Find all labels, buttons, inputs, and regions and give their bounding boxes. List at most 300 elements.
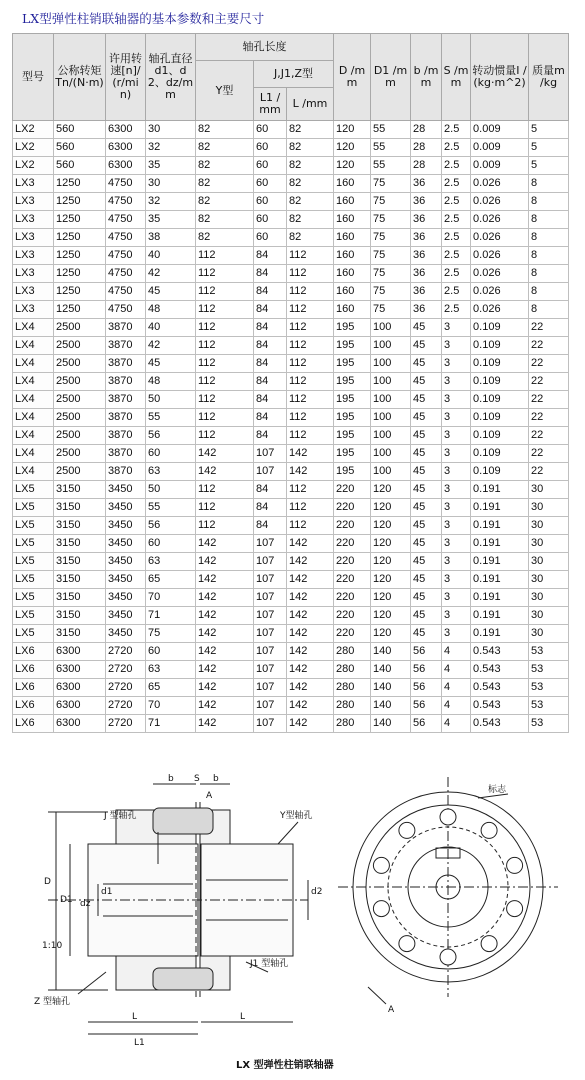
cell-model: LX2 bbox=[13, 121, 54, 139]
cell-model: LX4 bbox=[13, 319, 54, 337]
coupling-drawing bbox=[8, 772, 578, 1072]
table-row bbox=[13, 517, 569, 535]
table-row bbox=[13, 139, 569, 157]
table-cell: 100 bbox=[371, 427, 411, 445]
page-title: LX型弹性柱销联轴器的基本参数和主要尺寸 bbox=[22, 11, 265, 26]
table-row bbox=[13, 463, 569, 481]
table-cell: 3 bbox=[442, 553, 471, 571]
table-row bbox=[13, 715, 569, 733]
table-cell: 0.009 bbox=[471, 121, 529, 139]
table-cell: 112 bbox=[196, 319, 254, 337]
table-cell: 0.009 bbox=[471, 139, 529, 157]
table-cell: 0.543 bbox=[471, 661, 529, 679]
table-row bbox=[13, 301, 569, 319]
table-cell: 84 bbox=[254, 301, 287, 319]
table-cell: 120 bbox=[371, 625, 411, 643]
table-cell: 3 bbox=[442, 499, 471, 517]
table-cell: 112 bbox=[287, 517, 334, 535]
table-cell: 112 bbox=[287, 337, 334, 355]
table-cell: 142 bbox=[287, 697, 334, 715]
table-cell: 45 bbox=[411, 445, 442, 463]
table-cell: 3450 bbox=[106, 517, 146, 535]
table-cell: 0.191 bbox=[471, 589, 529, 607]
table-cell: 8 bbox=[529, 175, 569, 193]
table-cell: 50 bbox=[146, 481, 196, 499]
table-cell: 0.026 bbox=[471, 193, 529, 211]
table-cell: 36 bbox=[411, 211, 442, 229]
table-cell: 160 bbox=[334, 193, 371, 211]
table-cell: 1250 bbox=[54, 229, 106, 247]
table-cell: 100 bbox=[371, 409, 411, 427]
table-cell: 75 bbox=[371, 229, 411, 247]
table-cell: 70 bbox=[146, 589, 196, 607]
cell-model: LX5 bbox=[13, 517, 54, 535]
table-cell: 2.5 bbox=[442, 265, 471, 283]
table-cell: 1250 bbox=[54, 175, 106, 193]
table-cell: 195 bbox=[334, 337, 371, 355]
table-cell: 3 bbox=[442, 337, 471, 355]
table-cell: 0.191 bbox=[471, 625, 529, 643]
table-cell: 32 bbox=[146, 193, 196, 211]
table-cell: 56 bbox=[411, 715, 442, 733]
table-cell: 0.026 bbox=[471, 283, 529, 301]
table-cell: 1250 bbox=[54, 247, 106, 265]
table-cell: 32 bbox=[146, 139, 196, 157]
table-cell: 63 bbox=[146, 553, 196, 571]
table-cell: 55 bbox=[371, 121, 411, 139]
table-cell: 3 bbox=[442, 535, 471, 553]
table-cell: 142 bbox=[287, 607, 334, 625]
table-cell: 100 bbox=[371, 337, 411, 355]
table-cell: 45 bbox=[146, 283, 196, 301]
table-cell: 140 bbox=[371, 643, 411, 661]
table-cell: 2.5 bbox=[442, 175, 471, 193]
table-cell: 195 bbox=[334, 427, 371, 445]
table-cell: 142 bbox=[196, 679, 254, 697]
table-cell: 112 bbox=[196, 391, 254, 409]
pin-hole-icon bbox=[373, 857, 389, 873]
table-cell: 195 bbox=[334, 391, 371, 409]
header-y-type: Y型 bbox=[196, 61, 254, 121]
table-cell: 195 bbox=[334, 409, 371, 427]
table-cell: 28 bbox=[411, 157, 442, 175]
table-cell: 3 bbox=[442, 571, 471, 589]
table-cell: 142 bbox=[196, 571, 254, 589]
table-cell: 3150 bbox=[54, 571, 106, 589]
table-cell: 36 bbox=[411, 283, 442, 301]
table-cell: 560 bbox=[54, 121, 106, 139]
table-cell: 195 bbox=[334, 445, 371, 463]
table-cell: 3 bbox=[442, 409, 471, 427]
table-cell: 112 bbox=[196, 517, 254, 535]
table-cell: 120 bbox=[334, 121, 371, 139]
table-cell: 6300 bbox=[54, 643, 106, 661]
table-cell: 0.109 bbox=[471, 463, 529, 481]
parameter-table bbox=[12, 33, 569, 733]
cell-model: LX4 bbox=[13, 337, 54, 355]
table-cell: 6300 bbox=[54, 679, 106, 697]
label-z-hole: Z 型轴孔 bbox=[34, 997, 71, 1007]
table-cell: 107 bbox=[254, 715, 287, 733]
table-cell: 112 bbox=[287, 301, 334, 319]
table-cell: 0.543 bbox=[471, 697, 529, 715]
table-cell: 0.191 bbox=[471, 553, 529, 571]
table-cell: 112 bbox=[196, 247, 254, 265]
table-cell: 2720 bbox=[106, 643, 146, 661]
table-cell: 60 bbox=[254, 175, 287, 193]
table-cell: 8 bbox=[529, 193, 569, 211]
table-cell: 30 bbox=[146, 121, 196, 139]
table-row bbox=[13, 625, 569, 643]
table-cell: 4750 bbox=[106, 175, 146, 193]
table-cell: 48 bbox=[146, 301, 196, 319]
table-cell: 45 bbox=[411, 589, 442, 607]
table-cell: 0.543 bbox=[471, 679, 529, 697]
table-cell: 84 bbox=[254, 499, 287, 517]
table-cell: 3870 bbox=[106, 427, 146, 445]
table-cell: 3870 bbox=[106, 355, 146, 373]
table-cell: 84 bbox=[254, 373, 287, 391]
header-speed: 许用转速[n]/(r/min) bbox=[106, 34, 146, 121]
table-cell: 142 bbox=[196, 625, 254, 643]
table-row bbox=[13, 283, 569, 301]
table-cell: 42 bbox=[146, 337, 196, 355]
table-cell: 2720 bbox=[106, 715, 146, 733]
header-D: D /mm bbox=[334, 34, 371, 121]
cell-model: LX4 bbox=[13, 373, 54, 391]
drawing-caption: LX 型弹性柱销联轴器 bbox=[236, 1060, 334, 1071]
table-cell: 140 bbox=[371, 697, 411, 715]
table-cell: 142 bbox=[196, 553, 254, 571]
table-cell: 100 bbox=[371, 373, 411, 391]
table-cell: 142 bbox=[196, 445, 254, 463]
table-cell: 112 bbox=[287, 499, 334, 517]
table-cell: 84 bbox=[254, 283, 287, 301]
table-cell: 45 bbox=[411, 571, 442, 589]
table-cell: 30 bbox=[529, 607, 569, 625]
table-cell: 0.191 bbox=[471, 607, 529, 625]
table-cell: 82 bbox=[287, 193, 334, 211]
table-cell: 6300 bbox=[106, 157, 146, 175]
table-cell: 3870 bbox=[106, 409, 146, 427]
table-cell: 45 bbox=[146, 355, 196, 373]
table-cell: 3150 bbox=[54, 607, 106, 625]
table-cell: 280 bbox=[334, 643, 371, 661]
table-cell: 1250 bbox=[54, 265, 106, 283]
table-cell: 112 bbox=[196, 409, 254, 427]
table-cell: 142 bbox=[196, 589, 254, 607]
table-row bbox=[13, 265, 569, 283]
table-cell: 8 bbox=[529, 229, 569, 247]
parameter-table-container bbox=[12, 33, 568, 733]
table-cell: 220 bbox=[334, 499, 371, 517]
label-y-hole: Y型轴孔 bbox=[280, 811, 313, 821]
cell-model: LX6 bbox=[13, 715, 54, 733]
table-row bbox=[13, 157, 569, 175]
table-cell: 8 bbox=[529, 211, 569, 229]
header-j-type: J,J1,Z型 bbox=[254, 61, 334, 88]
pin-hole-icon bbox=[507, 857, 523, 873]
table-cell: 3150 bbox=[54, 553, 106, 571]
table-cell: 6300 bbox=[106, 139, 146, 157]
table-cell: 120 bbox=[371, 589, 411, 607]
table-cell: 142 bbox=[287, 571, 334, 589]
table-cell: 120 bbox=[334, 139, 371, 157]
table-cell: 55 bbox=[146, 409, 196, 427]
table-cell: 3150 bbox=[54, 535, 106, 553]
table-cell: 3 bbox=[442, 373, 471, 391]
table-cell: 30 bbox=[529, 517, 569, 535]
table-cell: 30 bbox=[529, 589, 569, 607]
label-j1-hole: J1 型轴孔 bbox=[250, 959, 289, 969]
label-A-top: A bbox=[206, 791, 213, 801]
table-cell: 40 bbox=[146, 247, 196, 265]
table-cell: 75 bbox=[371, 265, 411, 283]
table-cell: 120 bbox=[371, 571, 411, 589]
table-cell: 220 bbox=[334, 535, 371, 553]
table-cell: 112 bbox=[196, 301, 254, 319]
table-cell: 142 bbox=[287, 625, 334, 643]
table-cell: 3450 bbox=[106, 571, 146, 589]
table-cell: 75 bbox=[371, 175, 411, 193]
cell-model: LX3 bbox=[13, 193, 54, 211]
table-row bbox=[13, 571, 569, 589]
table-row bbox=[13, 679, 569, 697]
table-cell: 40 bbox=[146, 319, 196, 337]
table-cell: 140 bbox=[371, 679, 411, 697]
table-cell: 82 bbox=[287, 121, 334, 139]
table-cell: 45 bbox=[411, 517, 442, 535]
table-row bbox=[13, 445, 569, 463]
table-cell: 5 bbox=[529, 121, 569, 139]
table-cell: 160 bbox=[334, 211, 371, 229]
header-inertia: 转动惯量I /(kg·m^2) bbox=[471, 34, 529, 121]
table-cell: 53 bbox=[529, 679, 569, 697]
table-cell: 120 bbox=[371, 607, 411, 625]
table-cell: 60 bbox=[254, 229, 287, 247]
table-row bbox=[13, 553, 569, 571]
table-cell: 120 bbox=[371, 517, 411, 535]
table-cell: 0.109 bbox=[471, 409, 529, 427]
cell-model: LX4 bbox=[13, 427, 54, 445]
table-cell: 56 bbox=[411, 661, 442, 679]
table-cell: 2500 bbox=[54, 445, 106, 463]
table-cell: 28 bbox=[411, 139, 442, 157]
table-cell: 60 bbox=[146, 445, 196, 463]
table-cell: 2500 bbox=[54, 355, 106, 373]
table-row bbox=[13, 337, 569, 355]
table-cell: 2.5 bbox=[442, 301, 471, 319]
table-cell: 71 bbox=[146, 607, 196, 625]
table-cell: 75 bbox=[371, 193, 411, 211]
table-cell: 112 bbox=[287, 283, 334, 301]
table-cell: 75 bbox=[371, 211, 411, 229]
table-cell: 0.026 bbox=[471, 247, 529, 265]
table-cell: 35 bbox=[146, 157, 196, 175]
header-torque: 公称转矩Tn/(N·m) bbox=[54, 34, 106, 121]
table-row bbox=[13, 391, 569, 409]
table-cell: 142 bbox=[196, 607, 254, 625]
cell-model: LX4 bbox=[13, 463, 54, 481]
table-cell: 8 bbox=[529, 247, 569, 265]
cell-model: LX6 bbox=[13, 643, 54, 661]
table-cell: 82 bbox=[287, 229, 334, 247]
label-D: D bbox=[44, 877, 51, 887]
table-cell: 53 bbox=[529, 661, 569, 679]
table-cell: 0.191 bbox=[471, 535, 529, 553]
table-cell: 3450 bbox=[106, 607, 146, 625]
table-cell: 30 bbox=[529, 481, 569, 499]
table-cell: 84 bbox=[254, 247, 287, 265]
table-cell: 107 bbox=[254, 445, 287, 463]
table-cell: 3450 bbox=[106, 535, 146, 553]
table-cell: 160 bbox=[334, 265, 371, 283]
label-L-left: L bbox=[132, 1012, 138, 1022]
table-cell: 1250 bbox=[54, 211, 106, 229]
table-cell: 112 bbox=[287, 391, 334, 409]
table-cell: 107 bbox=[254, 661, 287, 679]
table-cell: 55 bbox=[371, 157, 411, 175]
table-row bbox=[13, 409, 569, 427]
table-cell: 4750 bbox=[106, 301, 146, 319]
table-cell: 82 bbox=[196, 157, 254, 175]
label-D1: D1 bbox=[60, 895, 73, 905]
table-cell: 56 bbox=[411, 697, 442, 715]
table-cell: 2.5 bbox=[442, 247, 471, 265]
cell-model: LX5 bbox=[13, 553, 54, 571]
table-cell: 120 bbox=[371, 499, 411, 517]
table-row bbox=[13, 355, 569, 373]
table-cell: 60 bbox=[254, 139, 287, 157]
table-cell: 4750 bbox=[106, 229, 146, 247]
table-cell: 48 bbox=[146, 373, 196, 391]
table-cell: 220 bbox=[334, 481, 371, 499]
table-cell: 120 bbox=[334, 157, 371, 175]
table-cell: 60 bbox=[254, 157, 287, 175]
table-cell: 22 bbox=[529, 319, 569, 337]
pin-hole-icon bbox=[481, 822, 497, 838]
table-row bbox=[13, 121, 569, 139]
table-cell: 4750 bbox=[106, 193, 146, 211]
table-cell: 112 bbox=[196, 499, 254, 517]
header-b: b /mm bbox=[411, 34, 442, 121]
table-cell: 22 bbox=[529, 391, 569, 409]
table-cell: 84 bbox=[254, 481, 287, 499]
table-cell: 4750 bbox=[106, 247, 146, 265]
table-cell: 38 bbox=[146, 229, 196, 247]
table-cell: 107 bbox=[254, 643, 287, 661]
table-cell: 2720 bbox=[106, 661, 146, 679]
table-cell: 1250 bbox=[54, 193, 106, 211]
table-cell: 30 bbox=[146, 175, 196, 193]
table-cell: 8 bbox=[529, 301, 569, 319]
header-S: S /mm bbox=[442, 34, 471, 121]
table-cell: 112 bbox=[196, 481, 254, 499]
table-cell: 2500 bbox=[54, 391, 106, 409]
table-cell: 82 bbox=[196, 229, 254, 247]
table-cell: 2500 bbox=[54, 319, 106, 337]
table-cell: 2500 bbox=[54, 463, 106, 481]
cell-model: LX4 bbox=[13, 445, 54, 463]
table-cell: 0.109 bbox=[471, 355, 529, 373]
table-cell: 36 bbox=[411, 175, 442, 193]
table-cell: 107 bbox=[254, 697, 287, 715]
table-cell: 0.543 bbox=[471, 715, 529, 733]
table-cell: 142 bbox=[287, 715, 334, 733]
table-cell: 60 bbox=[146, 535, 196, 553]
table-header bbox=[13, 34, 569, 121]
table-cell: 45 bbox=[411, 553, 442, 571]
table-cell: 45 bbox=[411, 463, 442, 481]
table-cell: 2.5 bbox=[442, 157, 471, 175]
table-cell: 107 bbox=[254, 463, 287, 481]
label-dz: dz bbox=[80, 899, 91, 909]
table-cell: 112 bbox=[196, 427, 254, 445]
cell-model: LX3 bbox=[13, 301, 54, 319]
table-cell: 3 bbox=[442, 517, 471, 535]
header-bore-diameter: 轴孔直径d1、d2、dz/mm bbox=[146, 34, 196, 121]
table-cell: 3150 bbox=[54, 499, 106, 517]
table-cell: 56 bbox=[146, 517, 196, 535]
table-cell: 3870 bbox=[106, 445, 146, 463]
table-cell: 0.191 bbox=[471, 499, 529, 517]
table-cell: 56 bbox=[146, 427, 196, 445]
cell-model: LX3 bbox=[13, 265, 54, 283]
table-cell: 45 bbox=[411, 337, 442, 355]
table-row bbox=[13, 373, 569, 391]
table-row bbox=[13, 427, 569, 445]
table-cell: 22 bbox=[529, 373, 569, 391]
table-cell: 45 bbox=[411, 607, 442, 625]
table-cell: 220 bbox=[334, 607, 371, 625]
table-cell: 3870 bbox=[106, 391, 146, 409]
label-b-right: b bbox=[213, 774, 219, 784]
table-cell: 45 bbox=[411, 319, 442, 337]
table-cell: 120 bbox=[371, 553, 411, 571]
table-cell: 3 bbox=[442, 319, 471, 337]
table-cell: 0.026 bbox=[471, 211, 529, 229]
table-cell: 65 bbox=[146, 571, 196, 589]
table-cell: 140 bbox=[371, 715, 411, 733]
table-cell: 45 bbox=[411, 409, 442, 427]
pin-hole-icon bbox=[481, 936, 497, 952]
label-mark: 标志 bbox=[488, 785, 507, 795]
table-row bbox=[13, 319, 569, 337]
table-row bbox=[13, 499, 569, 517]
table-cell: 107 bbox=[254, 571, 287, 589]
table-cell: 60 bbox=[254, 121, 287, 139]
table-cell: 112 bbox=[287, 319, 334, 337]
table-cell: 84 bbox=[254, 391, 287, 409]
table-row bbox=[13, 535, 569, 553]
table-cell: 560 bbox=[54, 157, 106, 175]
table-cell: 112 bbox=[196, 355, 254, 373]
table-cell: 3 bbox=[442, 589, 471, 607]
table-cell: 142 bbox=[287, 589, 334, 607]
table-cell: 160 bbox=[334, 283, 371, 301]
table-cell: 142 bbox=[196, 715, 254, 733]
table-cell: 82 bbox=[287, 175, 334, 193]
table-cell: 22 bbox=[529, 427, 569, 445]
table-cell: 45 bbox=[411, 355, 442, 373]
table-cell: 6300 bbox=[54, 661, 106, 679]
header-D1: D1 /mm bbox=[371, 34, 411, 121]
pin-hole-icon bbox=[440, 949, 456, 965]
table-row bbox=[13, 607, 569, 625]
table-body bbox=[13, 121, 569, 733]
table-cell: 142 bbox=[287, 661, 334, 679]
pin-hole-icon bbox=[507, 901, 523, 917]
